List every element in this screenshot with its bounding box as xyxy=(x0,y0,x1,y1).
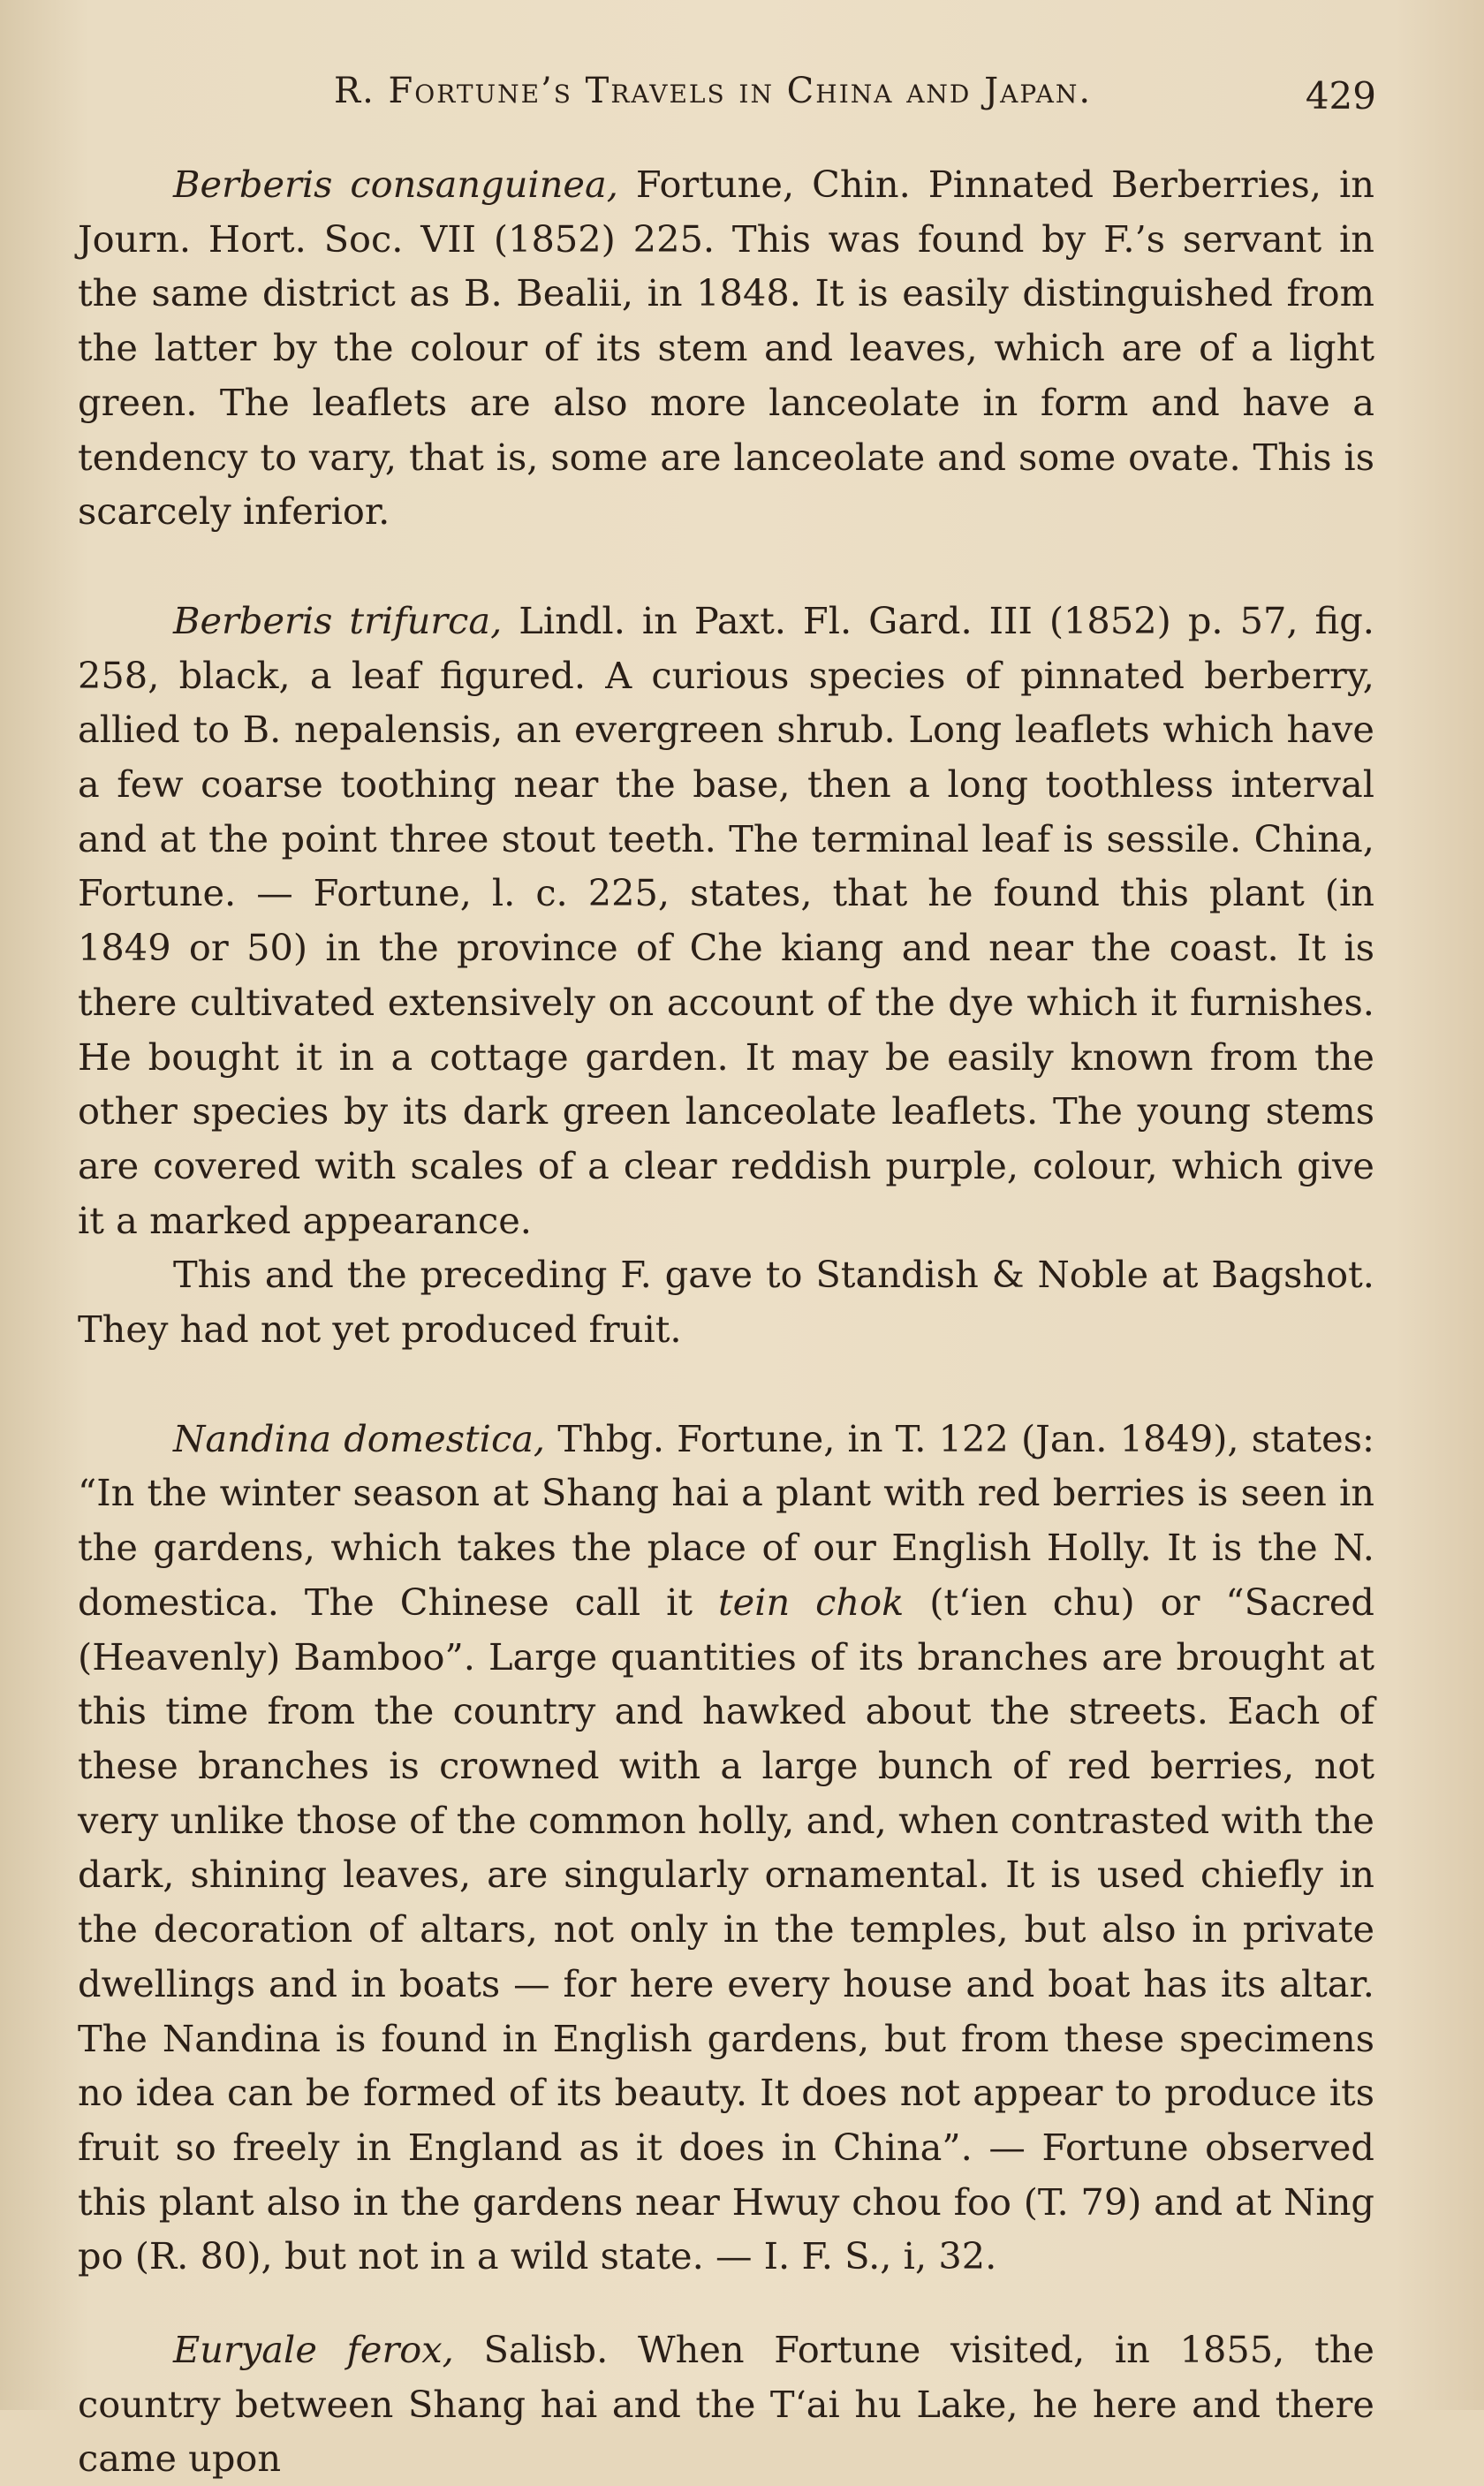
page-number: 429 xyxy=(1305,74,1376,117)
paragraph-text: Lindl. in Paxt. Fl. Gard. III (1852) p. 57, fig. 258, black, a leaf figured. A curious species of pinnated berberry, allied to B. nepalensis, an evergreen shrub. Long leaflets which have a few coarse toothing near the base, then a long toothless interval and at the point three stout teeth. The terminal leaf is sessile. China, Fortune. — Fortune, l. c. 225, states, that he found this plant (in 1849 or 50) in the province of Che kiang and near the coast. It is there cultivated extensively on account of the dye which it furnishes. He bought it in a cottage garden. It may be easily known from the other species by its dark green lanceolate leaflets. The young stems are covered with scales of a clear reddish purple, colour, which give it a marked appearance. xyxy=(78,598,1374,1242)
paragraph-euryale-ferox xyxy=(78,2323,1374,2486)
body-text xyxy=(78,157,1374,2486)
species-name: Nandina domestica, xyxy=(173,1416,546,1460)
running-title: R. Fortune’s Travels in China and Japan. xyxy=(334,71,1093,111)
paragraph-nandina-domestica xyxy=(78,1412,1374,2284)
chinese-name: tein chok xyxy=(717,1580,905,1624)
species-name: Euryale ferox, xyxy=(173,2328,454,2372)
paragraph-text: (t‘ien chu) or “Sacred (Heavenly) Bamboo”. Large quantities of its branches are brought at this time from the country and hawked about the streets. Each of these branches is crowned with a large bunch of red berries, not very unlike those of the common holly, and, when contrasted with the dark, shining leaves, are singularly ornamental. It is used chiefly in the decoration of altars, not only in the temples, but also in private dwellings and in boats — for here every house and boat has its altar. The Nandina is found in English gardens, but from these specimens no idea can be formed of its beauty. It does not appear to produce its fruit so freely in England as it does in China”. — Fortune observed this plant also in the gardens near Hwuy chou foo (T. 79) and at Ning po (R. 80), but not in a wild state. — I. F. S., i, 32. xyxy=(78,1580,1374,2278)
species-name: Berberis trifurca, xyxy=(173,598,503,642)
paragraph-berberis-trifurca xyxy=(78,594,1374,1247)
species-name: Berberis consanguinea, xyxy=(173,163,618,206)
paragraph-standish-noble xyxy=(78,1247,1374,1356)
paragraph-text: Fortune, Chin. Pinnated Berberries, in Journ. Hort. Soc. VII (1852) 225. This was found by F.’s servant in the same district as B. Bealii, in 1848. It is easily distinguished from the latter by the colour of its stem and leaves, which are of a light green. The leaflets are also more lanceolate in form and have a tendency to vary, that is, some are lanceolate and some ovate. This is scarcely inferior. xyxy=(78,163,1374,534)
paragraph-berberis-consanguinea xyxy=(78,157,1374,539)
paragraph-text: This and the preceding F. gave to Standish & Noble at Bagshot. They had not yet produced fruit. xyxy=(78,1253,1374,1352)
paragraph-text: Thbg. Fortune, in T. 122 (Jan. 1849), states: “In the winter season at Shang hai a plant with red berries is seen in the gardens, which takes the place of our English Holly. It is the N. domestica. The Chinese call it xyxy=(78,1416,1375,1624)
page-header xyxy=(78,71,1376,133)
paragraph-text: Salisb. When Fortune visited, in 1855, the country between Shang hai and the T‘ai hu Lake, he here and there came upon xyxy=(78,2328,1374,2481)
